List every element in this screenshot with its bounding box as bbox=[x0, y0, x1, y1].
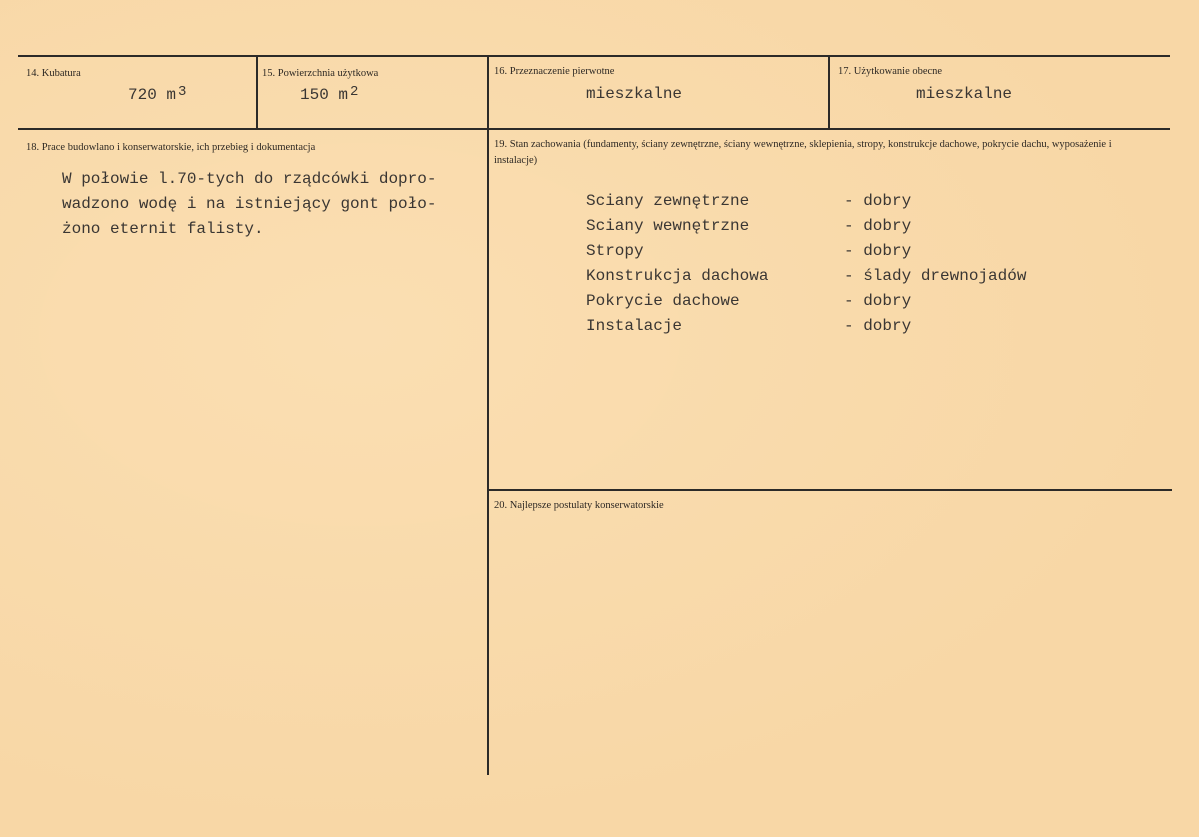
field-15-number: 150 m bbox=[300, 86, 349, 104]
field-17-value: mieszkalne bbox=[916, 85, 1013, 103]
field-16-value: mieszkalne bbox=[586, 85, 683, 103]
condition-status: - dobry bbox=[844, 242, 912, 260]
field-14-value bbox=[128, 86, 186, 104]
field-15-exponent: 2 bbox=[350, 84, 359, 100]
top-rule bbox=[18, 55, 1170, 57]
section-20-divider bbox=[488, 489, 1172, 491]
field-19-label: 19. Stan zachowania (fundamenty, ściany zewnętrzne, ściany wewnętrzne, sklepienia, stropy, konstrukcje dachowe, pokrycie dachu, wyposażenie i instalacje) bbox=[494, 139, 1112, 166]
condition-element: Instalacje bbox=[586, 317, 683, 335]
field-14-number: 720 m bbox=[128, 86, 177, 104]
field-17-label: 17. Użytkowanie obecne bbox=[838, 66, 943, 77]
condition-element: Stropy bbox=[586, 242, 644, 260]
condition-status: - dobry bbox=[844, 217, 912, 235]
condition-element: Konstrukcja dachowa bbox=[586, 267, 769, 285]
condition-element: Pokrycie dachowe bbox=[586, 292, 740, 310]
field-14-label: 14. Kubatura bbox=[26, 68, 81, 79]
condition-status: - dobry bbox=[844, 192, 912, 210]
condition-element: Sciany wewnętrzne bbox=[586, 217, 750, 235]
condition-element: Sciany zewnętrzne bbox=[586, 192, 750, 210]
divider-16-17 bbox=[828, 55, 830, 130]
field-15-value bbox=[300, 86, 358, 104]
divider-14-15 bbox=[256, 55, 258, 130]
field-16-label: 16. Przeznaczenie pierwotne bbox=[494, 66, 615, 77]
field-14-exponent: 3 bbox=[178, 84, 187, 100]
field-18-line: W połowie l.70-tych do rządcówki dopro- bbox=[62, 170, 437, 188]
field-15-label: 15. Powierzchnia użytkowa bbox=[262, 68, 379, 79]
condition-status: - dobry bbox=[844, 317, 912, 335]
condition-status: - dobry bbox=[844, 292, 912, 310]
field-20-label: 20. Najlepsze postulaty konserwatorskie bbox=[494, 500, 664, 511]
divider-15-16 bbox=[487, 55, 489, 775]
row-divider bbox=[18, 128, 1170, 130]
condition-status: - ślady drewnojadów bbox=[844, 267, 1027, 285]
field-18-line: wadzono wodę i na istniejący gont poło- bbox=[62, 195, 437, 213]
field-18-line: żono eternit falisty. bbox=[62, 220, 264, 238]
field-18-label: 18. Prace budowlano i konserwatorskie, ich przebieg i dokumentacja bbox=[26, 142, 316, 153]
